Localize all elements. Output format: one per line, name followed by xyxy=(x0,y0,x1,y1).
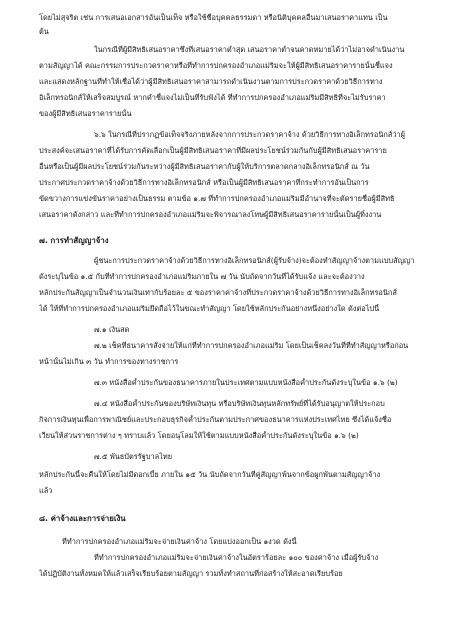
text-line: ได้ ให้ที่ทำการปกครองอำเภอแม่ริมยึดถือไว้ในขณะทำสัญญา โดยใช้หลักประกันอย่างหนึ่งอย่างใด ดังต่อไปนี้ xyxy=(39,304,380,313)
text-line: โดยไม่สุจริต เช่น การเสนอเอกสารอันเป็นเท็จ หรือใช้ชื่อบุคคลธรรมดา หรือนิติบุคคลอื่นมาเสนอราคาแทน เป็น xyxy=(39,13,388,22)
section-heading-payment: ๘. ค่าจ้างและการจ่ายเงิน xyxy=(39,514,126,523)
text-line: หลักประกันสัญญาเป็นจำนวนเงินเท่ากับร้อยละ ๕ ของราคาค่าจ้างที่ประกวดราคาจ้างด้วยวิธีการทางอิเล็กทรอนิกส์ xyxy=(39,288,397,297)
text-line: ดังระบุในข้อ ๑.๕ กับที่ทำการปกครองอำเภอแม่ริมภายใน ๗ วัน นับถัดจากวันที่ได้รับแจ้ง และจะต้องวาง xyxy=(39,272,365,281)
text-line: ๗.๔ หนังสือค้ำประกันของบริษัทเงินทุน หรือบริษัทเงินทุนหลักทรัพย์ที่ได้รับอนุญาตให้ประกอบ xyxy=(94,399,385,408)
text-line: ขัดขวางการแข่งขันราคาอย่างเป็นธรรม ตามข้อ ๑.๗ ที่ทำการปกครองอำเภอแม่ริมมีอำนาจที่จะตัดรายชื่อผู้มีสิทธิ xyxy=(39,194,395,203)
text-line: ๗.๓ หนังสือค้ำประกันของธนาคารภายในประเทศตามแบบหนังสือค้ำประกันดังระบุในข้อ ๑.๖ (๒) xyxy=(94,378,398,387)
text-line: ของผู้มีสิทธิเสนอราคารายนั้น xyxy=(39,109,132,118)
text-line: ๗.๒ เช็คที่ธนาคารสั่งจ่ายให้แก่ที่ทำการปกครองอำเภอแม่ริม โดยเป็นเช็คลงวันที่ที่ทำสัญญาหรือก่อน xyxy=(94,341,409,350)
text-line: หลักประกันนี้จะคืนให้โดยไม่มีดอกเบี้ย ภายใน ๑๕ วัน นับถัดจากวันที่คู่สัญญาพ้นจากข้อผูกพันตามสัญญาจ้าง xyxy=(39,470,381,479)
text-line: และแสดงหลักฐานที่ทำให้เชื่อได้ว่าผู้มีสิทธิเสนอราคาสามารถดำเนินงานตามการประกวดราคาด้วยวิธีการทาง xyxy=(39,77,383,86)
text-line: อิเล็กทรอนิกส์ให้เสร็จสมบูรณ์ หากคำชี้แจงไม่เป็นที่รับฟังได้ ที่ทำการปกครองอำเภอแม่ริมมีสิทธิที่จะไม่รับราคา xyxy=(39,93,386,102)
text-line: ๖.๖ ในกรณีที่ปรากฏข้อเท็จจริงภายหลังจากการประกวดราคาจ้าง ด้วยวิธีการทางอิเล็กทรอนิกส์ว่าผู้ xyxy=(94,130,405,139)
text-line: ที่ทำการปกครองอำเภอแม่ริมจะจ่ายเงินค่าจ้างในอัตราร้อยละ ๑๐๐ ของค่าจ้าง เมื่อผู้รับจ้าง xyxy=(94,553,379,562)
text-line: แล้ว xyxy=(39,486,53,495)
text-line: เสนอราคาดังกล่าว และที่ทำการปกครองอำเภอแม่ริมจะพิจารณาลงโทษผู้มีสิทธิเสนอราคารายนั้นเป็นผู้ทิ้งงาน xyxy=(39,210,382,219)
text-line: ได้ปฏิบัติงานทั้งหมดให้แล้วเสร็จเรียบร้อยตามสัญญา รวมทั้งทำสถานที่ก่อสร้างให้สะอาดเรียบร้อย xyxy=(39,569,343,578)
text-line: ตามสัญญาได้ คณะกรรมการประกวดราคาหรือที่ทำการปกครองอำเภอแม่ริมจะให้ผู้มีสิทธิเสนอราคารายนั้นชี้แจง xyxy=(39,61,393,70)
text-line: ประสงค์จะเสนอราคาที่ได้รับการคัดเลือกเป็นผู้มีสิทธิเสนอราคาที่มีผลประโยชน์ร่วมกันกับผู้มีสิทธิเสนอราคาราย xyxy=(39,146,387,155)
text-line: ประกาศประกวดราคาจ้างด้วยวิธีการทางอิเล็กทรอนิกส์ หรือเป็นผู้มีสิทธิเสนอราคาที่กระทำการอันเป็นการ xyxy=(39,178,369,187)
text-line: ๗.๑ เงินสด xyxy=(94,325,130,334)
text-line: ผู้ชนะการประกวดราคาจ้างด้วยวิธีการทางอิเล็กทรอนิกส์(ผู้รับจ้าง)จะต้องทำสัญญาจ้างตามแบบสัญญา xyxy=(94,256,415,265)
text-line: ในกรณีที่ผู้มีสิทธิเสนอราคาซึ่งที่เสนอราคาต่ำสุด เสนอราคาต่ำจนคาดหมายได้ว่าไม่อาจดำเนินงาน xyxy=(94,45,405,54)
text-line: เวียนให้ส่วนราชการต่าง ๆ ทราบแล้ว โดยอนุโลมให้ใช้ตามแบบหนังสือค้ำประกันดังระบุในข้อ ๑.๖ (๒) xyxy=(39,431,359,440)
text-line: หน้านั้นไม่เกิน ๓ วัน ทำการของทางราชการ xyxy=(39,357,179,366)
text-line: ต้น xyxy=(39,27,49,36)
section-heading-contract: ๗. การทำสัญญาจ้าง xyxy=(39,236,109,245)
text-line: ๗.๕ พันธบัตรรัฐบาลไทย xyxy=(94,452,173,461)
text-line: กิจการเงินทุนเพื่อการพาณิชย์และประกอบธุรกิจค้ำประกันตามประกาศของธนาคารแห่งประเทศไทย ซึ่งได้แจ้งชื่อ xyxy=(39,415,392,424)
text-line: ที่ทำการปกครองอำเภอแม่ริมจะจ่ายเงินค่าจ้าง โดยแบ่งออกเป็น ๑งวด ดังนี้ xyxy=(62,537,297,546)
text-line: อื่นหรือเป็นผู้มีผลประโยชน์ร่วมกันระหว่างผู้มีสิทธิเสนอราคากับผู้ให้บริการตลาดกลางอิเล็กทรอนิกส์ ณ วัน xyxy=(39,162,370,171)
